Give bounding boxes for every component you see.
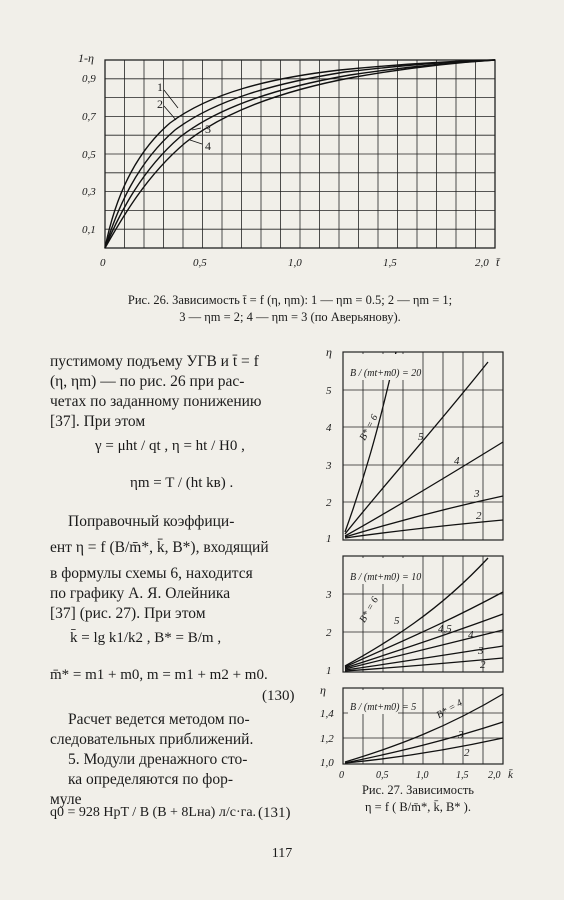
- figure-27-panel-1-curve-5: [345, 362, 488, 534]
- figure-27-panel-2-curve-label-4: 4: [468, 629, 474, 641]
- figure-27-panel-2-curve-label-5: 5: [394, 615, 400, 627]
- figure-26-chart: [60, 48, 520, 278]
- figure-26-caption: [40, 292, 540, 326]
- figure-26-y-tick: 0,9: [82, 73, 96, 85]
- figure-27-panel-3-curve-label-2: 2: [464, 747, 470, 759]
- formula-gamma-eta: γ = μht / qt , η = ht / H0 ,: [95, 438, 245, 454]
- figure-27-panel-2-param: B / (mt+m0) = 10: [350, 572, 422, 583]
- figure-27-panel-1-curve-label-5: 5: [418, 431, 424, 443]
- figure-26-x-tick: 1,0: [288, 257, 302, 269]
- figure-27-x-tick: 2,0: [488, 770, 501, 781]
- text-line: Поправочный коэффици-: [68, 513, 235, 530]
- text-line: следовательных приближений.: [50, 731, 254, 748]
- figure-26-x-tick: 0,5: [193, 257, 207, 269]
- figure-27-panel-1-curve-label-2: 2: [476, 510, 482, 522]
- figure-27-y-axis-label: η: [326, 345, 332, 359]
- text-line: по графику А. Я. Олейника: [50, 585, 231, 602]
- figure-26-caption-line-2: 3 — ηm = 2; 4 — ηm = 3 (по Аверьянову).: [179, 310, 401, 324]
- figure-26-x-tick: 1,5: [383, 257, 397, 269]
- figure-27-panel-2-curve-label-3: 3: [478, 645, 484, 657]
- figure-26-caption-line-1: Рис. 26. Зависимость t̄ = f (η, ηm): 1 — ηm = 0.5; 2 — ηm = 1;: [127, 293, 453, 307]
- figure-27-panel-3-y-tick: 1,4: [320, 708, 334, 720]
- figure-27-caption: [318, 782, 518, 816]
- figure-27-panel-3-y-axis-label: η: [320, 683, 326, 697]
- text-line: Расчет ведется методом по-: [68, 711, 250, 728]
- figure-27-x-tick: 0: [339, 770, 344, 781]
- paragraph-2: [50, 512, 318, 624]
- page-number: 117: [271, 846, 293, 861]
- text-line: [37]. При этом: [50, 413, 146, 430]
- formula-eta-m: ηm = T / (ht kв) .: [130, 475, 234, 491]
- text-line: в формулы схемы 6, находится: [50, 565, 253, 582]
- figure-26-x-axis-label: t̄: [496, 255, 500, 269]
- figure-27-panel-1-y-tick: 4: [326, 422, 332, 434]
- figure-27-panel-1-y-tick: 5: [326, 385, 332, 397]
- figure-27-x-axis-label: k̄: [508, 769, 513, 781]
- text-line: четах по заданному понижению: [50, 393, 262, 410]
- text-line: ент η = f (B/m̄*, k̄, B*), входящий: [50, 539, 269, 556]
- figure-27-panel-3-curve-2: [345, 738, 503, 763]
- figure-26-y-axis-label: 1-η: [78, 51, 94, 65]
- figure-26-curve-label-2: 2: [157, 97, 163, 111]
- figure-27-panel-3-y-tick: 1,2: [320, 733, 334, 745]
- figure-27-x-tick: 1,0: [416, 770, 429, 781]
- text-line: пустимому подъему УГВ и t̄ = f: [50, 353, 259, 370]
- figure-27-x-tick: 0,5: [376, 770, 389, 781]
- text-line: (η, ηm) — по рис. 26 при рас-: [50, 373, 245, 390]
- figure-27-panel-2-curve-label-45: 4,5: [438, 623, 452, 635]
- figure-27-panel-2-y-tick: 1: [326, 665, 332, 677]
- figure-27-panel-2-curve-label-2: 2: [480, 659, 486, 671]
- figure-27-panel-2-y-tick: 3: [326, 589, 332, 601]
- figure-27-panel-1-curve-label-4: 4: [454, 455, 460, 467]
- figure-27-caption-line-2: η = f ( B/m̄*, k̄, B* ).: [365, 800, 471, 814]
- figure-27-panel-1-curve-label-3: 3: [474, 488, 480, 500]
- figure-27-caption-line-1: Рис. 27. Зависимость: [361, 783, 474, 797]
- figure-26-curve-label-4: 4: [205, 139, 211, 153]
- figure-26-y-tick: 0,7: [82, 111, 96, 123]
- figure-26-y-tick: 0,3: [82, 186, 96, 198]
- figure-27-panel-1-y-tick: 1: [326, 533, 332, 545]
- figure-26-y-tick: 0,1: [82, 224, 96, 236]
- paragraph-3: [50, 710, 318, 810]
- figure-27-panel-3-curve-label-b4: B* = 4: [434, 697, 465, 722]
- formula-m-star: m̄* = m1 + m0, m = m1 + m2 + m0.: [50, 667, 268, 683]
- figure-27-panel-2-curve-label-b6: B* = 6: [357, 595, 381, 625]
- figure-27-x-tick: 1,5: [456, 770, 469, 781]
- figure-27-panel-1-y-tick: 2: [326, 497, 332, 509]
- figure-27-panel-1-param: B / (mt+m0) = 20: [350, 368, 422, 379]
- figure-26-grid: [105, 60, 495, 248]
- text-line: муле: [50, 791, 82, 808]
- text-line: ка определяются по фор-: [68, 771, 233, 788]
- formula-q0: q0 = 928 HpT / B (B + 8Lна) л/с·га.: [50, 805, 257, 820]
- figure-26-curve-label-3: 3: [205, 122, 211, 136]
- figure-26-curve-label-1: 1: [157, 80, 163, 94]
- figure-26-y-tick: 0,5: [82, 149, 96, 161]
- equation-number-131: (131): [258, 805, 291, 821]
- figure-26-x-tick-origin: 0: [100, 257, 106, 269]
- figure-27-chart: [318, 342, 518, 782]
- figure-27-panel-3-param: B / (mt+m0) = 5: [350, 702, 417, 713]
- text-line: 5. Модули дренажного сто-: [68, 751, 248, 768]
- paragraph-1: [50, 352, 315, 432]
- formula-k-bstar: k̄ = lg k1/k2 , B* = B/m ,: [70, 630, 222, 646]
- text-line: [37] (рис. 27). При этом: [50, 605, 206, 622]
- figure-27-panel-3-y-tick: 1,0: [320, 757, 334, 769]
- figure-27-panel-1-y-tick: 3: [326, 460, 332, 472]
- equation-number-130: (130): [262, 688, 295, 704]
- figure-27-panel-3-curve-label-3: 3: [458, 729, 464, 741]
- figure-26-x-tick: 2,0: [475, 257, 489, 269]
- figure-27-panel-2-y-tick: 2: [326, 627, 332, 639]
- figure-27-panel-1-curve-label-b6: B* = 6: [357, 412, 381, 443]
